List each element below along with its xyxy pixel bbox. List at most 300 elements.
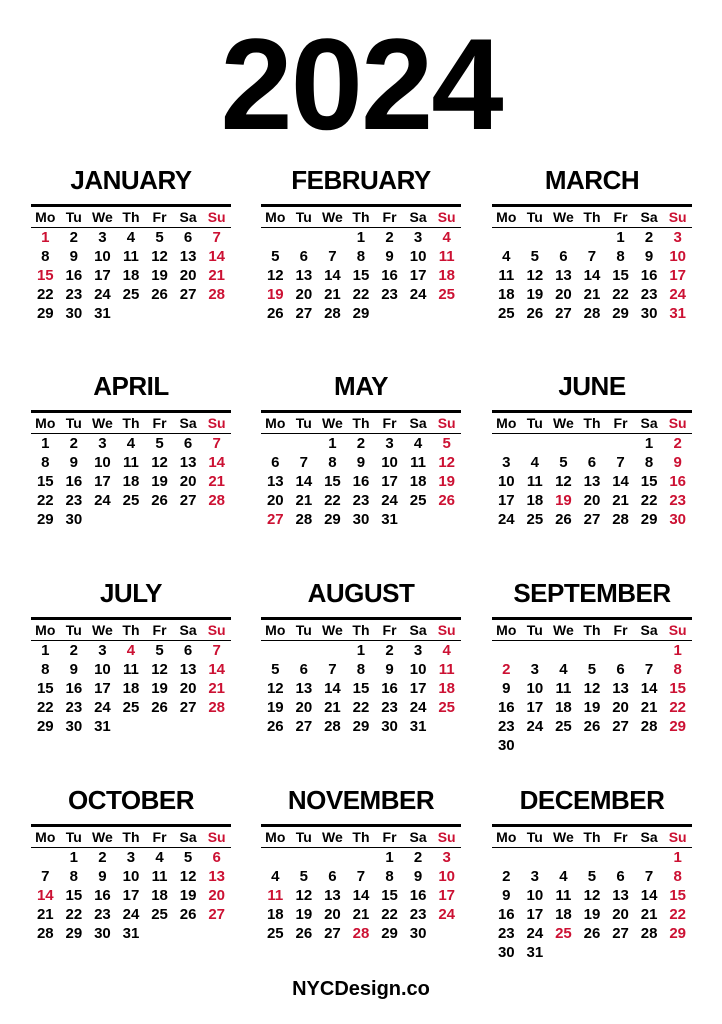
weekday-label: Mo (496, 829, 517, 845)
day-cell: 11 (438, 661, 455, 678)
day-cell: 26 (151, 286, 168, 303)
day-cell: 12 (555, 473, 572, 490)
weekday-label: Sa (409, 829, 427, 845)
day-cell: 21 (324, 699, 341, 716)
day-cell: 13 (295, 267, 313, 284)
weekday-label: Mo (35, 829, 56, 845)
empty-day-cell (202, 304, 231, 323)
day-cell: 22 (640, 492, 658, 509)
month-september (492, 573, 692, 755)
weekday-label: Sa (179, 209, 197, 225)
day-cell: 29 (640, 511, 658, 528)
day-cell: 12 (266, 680, 284, 697)
day-cell: 16 (352, 473, 370, 490)
day-cell: 3 (98, 435, 107, 452)
week-row (492, 641, 692, 660)
empty-day-cell (549, 434, 578, 453)
weekday-label: Sa (179, 622, 197, 638)
day-cell: 6 (616, 661, 625, 678)
day-cell: 2 (69, 229, 79, 246)
day-cell: 25 (151, 906, 168, 923)
day-cell: 31 (669, 305, 686, 322)
day-cell: 16 (409, 887, 427, 904)
empty-day-cell (606, 848, 635, 867)
day-cell: 5 (299, 868, 309, 885)
day-cell: 17 (94, 473, 111, 490)
day-cell: 20 (208, 887, 225, 904)
week-row (261, 304, 461, 323)
weekday-label: We (553, 829, 574, 845)
weekday-header (261, 208, 461, 227)
day-cell: 3 (98, 642, 107, 659)
empty-day-cell (492, 848, 521, 867)
weekday-label: We (322, 415, 343, 431)
week-row (31, 472, 231, 491)
day-cell: 18 (122, 473, 140, 490)
day-cell: 18 (122, 267, 140, 284)
day-cell: 6 (299, 661, 309, 678)
week-row (261, 886, 461, 905)
week-row (261, 228, 461, 247)
day-cell: 15 (352, 267, 370, 284)
month-name: MARCH (544, 165, 640, 195)
month-may (261, 366, 461, 529)
empty-day-cell (290, 434, 319, 453)
week-row (492, 285, 692, 304)
day-cell: 16 (381, 267, 398, 284)
day-cell: 25 (122, 492, 140, 509)
day-cell: 24 (409, 699, 427, 716)
day-cell: 13 (324, 887, 341, 904)
weekday-label: Th (352, 829, 370, 845)
day-cell: 17 (409, 680, 427, 697)
weekday-label: Su (437, 622, 456, 638)
day-cell: 27 (208, 906, 225, 923)
day-cell: 10 (438, 868, 455, 885)
day-cell: 17 (497, 492, 515, 509)
day-cell: 27 (612, 718, 629, 735)
day-cell: 29 (669, 925, 686, 942)
day-cell: 28 (208, 699, 225, 716)
day-cell: 19 (583, 699, 601, 716)
day-cell: 30 (94, 925, 111, 942)
empty-day-cell (663, 943, 692, 962)
day-cell: 23 (381, 699, 398, 716)
week-row (492, 491, 692, 510)
day-cell: 23 (640, 286, 658, 303)
day-cell: 2 (644, 229, 654, 246)
day-cell: 15 (352, 680, 370, 697)
day-cell: 8 (41, 454, 50, 471)
day-cell: 20 (612, 699, 629, 716)
day-cell: 27 (179, 492, 197, 509)
day-cell: 31 (381, 511, 398, 528)
week-row (261, 491, 461, 510)
week-row (261, 905, 461, 924)
week-row (492, 472, 692, 491)
weekday-label: Tu (526, 209, 543, 225)
month-name: MAY (334, 371, 388, 401)
day-cell: 16 (669, 473, 686, 490)
day-cell: 20 (324, 906, 341, 923)
day-cell: 25 (497, 305, 515, 322)
day-cell: 8 (644, 454, 654, 471)
empty-day-cell (549, 943, 578, 962)
day-cell: 2 (356, 435, 366, 452)
day-cell: 1 (41, 642, 50, 659)
week-row (31, 304, 231, 323)
day-cell: 25 (555, 925, 572, 942)
weekday-label: Tu (526, 829, 543, 845)
week-row (31, 510, 231, 529)
day-cell: 3 (502, 454, 511, 471)
weekday-label: Tu (65, 415, 82, 431)
day-cell: 28 (324, 305, 341, 322)
weekday-label: Su (207, 415, 226, 431)
day-cell: 6 (183, 642, 193, 659)
day-cell: 18 (409, 473, 427, 490)
day-cell: 17 (669, 267, 686, 284)
day-cell: 17 (381, 473, 398, 490)
day-cell: 26 (179, 906, 197, 923)
day-cell: 16 (65, 267, 83, 284)
empty-day-cell (521, 434, 550, 453)
day-cell: 20 (179, 680, 197, 697)
weekday-label: Su (668, 415, 687, 431)
day-cell: 19 (151, 473, 168, 490)
day-cell: 23 (65, 492, 83, 509)
day-cell: 14 (208, 454, 225, 471)
day-cell: 15 (381, 887, 398, 904)
month-november (261, 780, 461, 943)
empty-day-cell (578, 736, 607, 755)
week-row (261, 660, 461, 679)
day-cell: 30 (409, 925, 427, 942)
day-cell: 2 (385, 229, 394, 246)
day-cell: 13 (179, 454, 197, 471)
day-cell: 6 (559, 248, 568, 265)
weekday-label: Tu (295, 829, 312, 845)
day-cell: 10 (409, 661, 427, 678)
day-cell: 7 (212, 642, 221, 659)
day-cell: 1 (673, 849, 682, 866)
day-cell: 10 (122, 868, 140, 885)
day-cell: 1 (356, 229, 366, 246)
month-top-rule (31, 204, 231, 207)
day-cell: 26 (526, 305, 544, 322)
day-cell: 24 (122, 906, 140, 923)
weekday-label: Tu (295, 415, 312, 431)
day-cell: 24 (94, 492, 111, 509)
day-cell: 14 (208, 248, 225, 265)
day-cell: 18 (497, 286, 515, 303)
day-cell: 25 (122, 699, 140, 716)
day-cell: 26 (266, 718, 284, 735)
day-cell: 15 (65, 887, 83, 904)
weekday-label: We (553, 209, 574, 225)
day-cell: 16 (65, 473, 83, 490)
day-cell: 3 (673, 229, 682, 246)
month-top-rule (492, 824, 692, 827)
day-cell: 13 (179, 661, 197, 678)
weekday-header (261, 621, 461, 640)
day-cell: 7 (299, 454, 309, 471)
day-cell: 7 (616, 454, 625, 471)
week-row (261, 717, 461, 736)
day-cell: 9 (69, 661, 79, 678)
month-name: AUGUST (307, 578, 415, 608)
weekday-label: We (322, 209, 343, 225)
week-row (261, 848, 461, 867)
empty-day-cell (578, 848, 607, 867)
weekday-label: Su (437, 209, 456, 225)
day-cell: 26 (583, 718, 601, 735)
day-cell: 30 (65, 511, 83, 528)
weekday-label: Fr (382, 415, 397, 431)
day-cell: 20 (179, 473, 197, 490)
day-cell: 2 (502, 661, 511, 678)
day-cell: 24 (438, 906, 455, 923)
weekday-label: Mo (35, 622, 56, 638)
day-cell: 27 (583, 511, 601, 528)
day-cell: 6 (587, 454, 597, 471)
day-cell: 26 (438, 492, 455, 509)
week-row (31, 848, 231, 867)
day-cell: 5 (587, 868, 597, 885)
day-cell: 30 (65, 305, 83, 322)
empty-day-cell (606, 434, 635, 453)
day-cell: 27 (179, 286, 197, 303)
week-row (492, 943, 692, 962)
day-cell: 18 (151, 887, 168, 904)
month-december (492, 780, 692, 962)
day-cell: 13 (612, 887, 629, 904)
day-cell: 7 (328, 248, 337, 265)
day-cell: 8 (328, 454, 337, 471)
day-cell: 7 (644, 661, 654, 678)
day-cell: 13 (179, 248, 197, 265)
weekday-label: Th (122, 209, 140, 225)
day-cell: 5 (271, 248, 280, 265)
day-cell: 23 (669, 492, 686, 509)
empty-day-cell (432, 924, 461, 943)
day-cell: 1 (385, 849, 394, 866)
day-cell: 17 (94, 680, 111, 697)
day-cell: 20 (266, 492, 284, 509)
day-cell: 22 (324, 492, 341, 509)
week-row (31, 679, 231, 698)
day-cell: 2 (673, 435, 682, 452)
empty-day-cell (318, 848, 347, 867)
empty-day-cell (432, 510, 461, 529)
day-cell: 4 (413, 435, 423, 452)
day-cell: 21 (324, 286, 341, 303)
week-row (31, 905, 231, 924)
day-cell: 21 (352, 906, 370, 923)
day-cell: 12 (179, 868, 197, 885)
day-cell: 6 (299, 248, 309, 265)
empty-day-cell (549, 641, 578, 660)
weekday-label: Su (207, 622, 226, 638)
day-cell: 11 (123, 454, 139, 471)
month-top-rule (492, 204, 692, 207)
empty-day-cell (290, 848, 319, 867)
day-cell: 6 (212, 849, 221, 866)
day-cell: 25 (526, 511, 544, 528)
day-cell: 3 (530, 661, 540, 678)
day-cell: 19 (266, 286, 284, 303)
month-name: JANUARY (70, 165, 192, 195)
weekday-label: Su (207, 209, 226, 225)
day-cell: 30 (640, 305, 658, 322)
weekday-label: Fr (382, 209, 397, 225)
day-cell: 21 (640, 906, 658, 923)
day-cell: 8 (356, 248, 366, 265)
empty-day-cell (521, 848, 550, 867)
day-cell: 20 (583, 492, 601, 509)
weekday-label: Su (437, 415, 456, 431)
day-cell: 17 (122, 887, 140, 904)
day-cell: 2 (413, 849, 423, 866)
month-top-rule (31, 824, 231, 827)
day-cell: 3 (126, 849, 136, 866)
day-cell: 26 (151, 492, 168, 509)
month-name: NOVEMBER (287, 785, 435, 815)
day-cell: 3 (530, 868, 540, 885)
day-cell: 12 (438, 454, 455, 471)
day-cell: 2 (98, 849, 107, 866)
weekday-label: We (553, 415, 574, 431)
day-cell: 19 (438, 473, 455, 490)
day-cell: 27 (324, 925, 341, 942)
weekday-label: Sa (640, 209, 658, 225)
day-cell: 10 (381, 454, 398, 471)
day-cell: 11 (151, 868, 168, 885)
week-row (492, 266, 692, 285)
day-cell: 15 (36, 473, 54, 490)
empty-day-cell (635, 641, 664, 660)
day-cell: 21 (208, 680, 225, 697)
empty-day-cell (549, 848, 578, 867)
weekday-label: Th (583, 209, 601, 225)
day-cell: 26 (295, 925, 313, 942)
weekday-label: Mo (35, 415, 56, 431)
weekday-label: Th (583, 622, 601, 638)
day-cell: 14 (36, 887, 54, 904)
month-top-rule (492, 410, 692, 413)
day-cell: 5 (155, 642, 164, 659)
day-cell: 21 (583, 286, 601, 303)
week-row (31, 660, 231, 679)
empty-day-cell (174, 924, 203, 943)
day-cell: 28 (36, 925, 54, 942)
day-cell: 24 (409, 286, 427, 303)
weekday-label: Su (668, 829, 687, 845)
day-cell: 29 (612, 305, 629, 322)
month-name: APRIL (93, 371, 169, 401)
day-cell: 19 (151, 267, 168, 284)
day-cell: 29 (669, 718, 686, 735)
day-cell: 19 (555, 492, 572, 509)
week-row (492, 453, 692, 472)
day-cell: 15 (36, 267, 54, 284)
day-cell: 18 (526, 492, 544, 509)
month-march (492, 160, 692, 323)
empty-day-cell (202, 717, 231, 736)
day-cell: 14 (352, 887, 370, 904)
week-row (31, 717, 231, 736)
day-cell: 29 (36, 718, 54, 735)
week-row (261, 510, 461, 529)
weekday-label: Mo (496, 415, 517, 431)
day-cell: 25 (438, 286, 455, 303)
day-cell: 22 (36, 699, 54, 716)
day-cell: 22 (65, 906, 83, 923)
week-row (31, 228, 231, 247)
day-cell: 10 (94, 248, 111, 265)
day-cell: 1 (69, 849, 79, 866)
weekday-label: Tu (65, 209, 82, 225)
day-cell: 18 (266, 906, 284, 923)
day-cell: 5 (183, 849, 193, 866)
day-cell: 29 (381, 925, 398, 942)
weekday-label: We (92, 622, 113, 638)
day-cell: 9 (502, 680, 511, 697)
day-cell: 22 (36, 492, 54, 509)
day-cell: 6 (183, 229, 193, 246)
month-top-rule (261, 410, 461, 413)
empty-day-cell (202, 924, 231, 943)
weekday-label: Mo (265, 209, 286, 225)
empty-day-cell (549, 736, 578, 755)
day-cell: 22 (381, 906, 398, 923)
calendar-year-title: 2024 (220, 11, 502, 157)
day-cell: 2 (385, 642, 394, 659)
empty-day-cell (88, 510, 117, 529)
weekday-label: We (553, 622, 574, 638)
day-cell: 29 (65, 925, 83, 942)
day-cell: 16 (381, 680, 398, 697)
day-cell: 4 (559, 661, 568, 678)
day-cell: 12 (583, 680, 601, 697)
week-row (492, 848, 692, 867)
day-cell: 28 (612, 511, 629, 528)
day-cell: 21 (208, 473, 225, 490)
weekday-header (492, 208, 692, 227)
empty-day-cell (145, 304, 174, 323)
month-name: DECEMBER (519, 785, 665, 815)
day-cell: 7 (644, 868, 654, 885)
week-row (492, 228, 692, 247)
day-cell: 16 (640, 267, 658, 284)
day-cell: 11 (555, 680, 572, 697)
weekday-label: Su (668, 209, 687, 225)
day-cell: 20 (612, 906, 629, 923)
weekday-label: Mo (265, 829, 286, 845)
day-cell: 27 (555, 305, 572, 322)
empty-day-cell (145, 510, 174, 529)
day-cell: 1 (616, 229, 625, 246)
week-row (492, 434, 692, 453)
day-cell: 30 (497, 737, 515, 754)
month-february (261, 160, 461, 323)
week-row (261, 924, 461, 943)
empty-day-cell (635, 736, 664, 755)
day-cell: 8 (673, 868, 682, 885)
day-cell: 9 (356, 454, 366, 471)
empty-day-cell (290, 641, 319, 660)
day-cell: 6 (271, 454, 280, 471)
